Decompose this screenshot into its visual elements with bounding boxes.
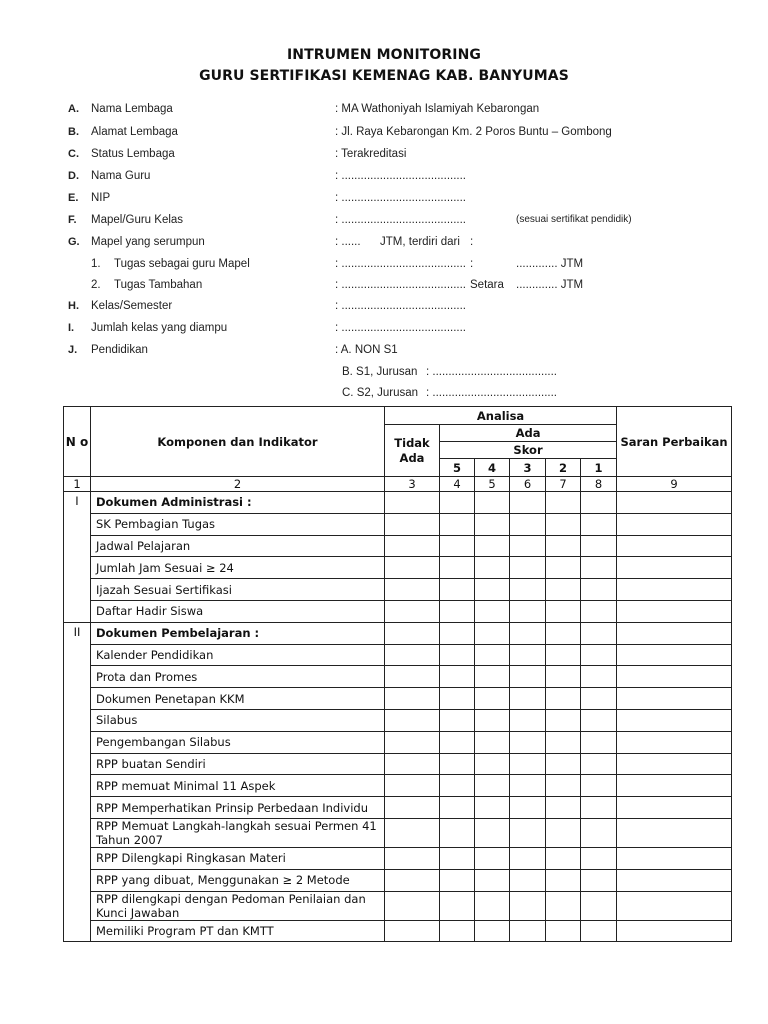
form-row-mapel: F. Mapel/Guru Kelas : ....................................... (sesuai sertifikat pendidik) [68, 214, 632, 226]
header-komponen: Komponen dan Indikator [91, 407, 385, 477]
saran-cell[interactable] [617, 869, 732, 891]
score-cell[interactable] [475, 869, 510, 891]
score-cell[interactable] [510, 797, 546, 819]
score-cell[interactable] [385, 579, 440, 601]
score-cell[interactable] [385, 644, 440, 666]
indicator-row [64, 920, 732, 942]
field-label: Status Lembaga [91, 148, 175, 160]
score-cell[interactable] [581, 891, 617, 920]
score-cell[interactable] [475, 847, 510, 869]
score-cell[interactable] [475, 731, 510, 753]
indicator-label: Pengembangan Silabus [91, 731, 385, 753]
score-cell[interactable] [440, 557, 475, 579]
score-cell[interactable] [475, 709, 510, 731]
saran-cell[interactable] [617, 535, 732, 557]
section-heading-row [64, 492, 732, 514]
indicator-row [64, 557, 732, 579]
header-ada: Ada [440, 425, 617, 442]
section-number: I [64, 492, 91, 623]
score-header-5: 5 [440, 459, 475, 477]
score-cell[interactable] [385, 753, 440, 775]
score-cell[interactable] [581, 869, 617, 891]
indicator-row [64, 891, 732, 920]
jtm-value: ............. JTM [516, 279, 584, 291]
form-row-nip: E. NIP : ....................................... [68, 192, 466, 204]
score-header-4: 4 [475, 459, 510, 477]
score-cell[interactable] [440, 644, 475, 666]
score-header-3: 3 [510, 459, 546, 477]
indicator-row [64, 579, 732, 601]
field-label: Mapel/Guru Kelas [91, 214, 184, 226]
form-row-nama-guru: D. Nama Guru : ....................................... [68, 170, 466, 182]
field-label: Jumlah kelas yang diampu [91, 322, 228, 334]
score-cell[interactable] [385, 731, 440, 753]
score-cell[interactable] [581, 644, 617, 666]
score-cell[interactable] [510, 557, 546, 579]
indicator-row [64, 600, 732, 622]
score-cell[interactable] [546, 731, 581, 753]
indicator-label: RPP Dilengkapi Ringkasan Materi [91, 847, 385, 869]
header-analisa: Analisa [385, 407, 617, 425]
score-cell[interactable] [440, 709, 475, 731]
indicator-row [64, 709, 732, 731]
score-cell[interactable] [510, 688, 546, 710]
score-cell[interactable] [581, 688, 617, 710]
indicator-row [64, 775, 732, 797]
score-cell[interactable] [546, 818, 581, 847]
score-cell[interactable] [546, 666, 581, 688]
score-cell[interactable] [475, 513, 510, 535]
score-cell[interactable] [510, 666, 546, 688]
score-cell[interactable] [475, 775, 510, 797]
score-cell[interactable] [475, 622, 510, 644]
field-value: : Terakreditasi [335, 148, 407, 160]
score-cell[interactable] [440, 891, 475, 920]
score-cell[interactable] [385, 869, 440, 891]
score-cell[interactable] [475, 600, 510, 622]
score-cell[interactable] [581, 600, 617, 622]
field-label: Pendidikan [91, 344, 148, 356]
form-row-pendidikan-s2: C. S2, Jurusan : ....................................... [342, 387, 557, 399]
score-cell[interactable] [440, 753, 475, 775]
score-cell[interactable] [385, 513, 440, 535]
score-cell[interactable] [510, 731, 546, 753]
indicator-label: Silabus [91, 709, 385, 731]
score-cell[interactable] [475, 688, 510, 710]
field-label: Nama Lembaga [91, 103, 173, 115]
score-cell[interactable] [475, 579, 510, 601]
score-cell[interactable] [440, 622, 475, 644]
score-cell[interactable] [510, 513, 546, 535]
form-row-status-lembaga: C. Status Lembaga : Terakreditasi [68, 148, 407, 160]
score-cell[interactable] [475, 818, 510, 847]
saran-cell[interactable] [617, 847, 732, 869]
saran-cell[interactable] [617, 731, 732, 753]
score-cell[interactable] [510, 579, 546, 601]
score-cell[interactable] [546, 622, 581, 644]
form-row-pendidikan: J. Pendidikan : A. NON S1 [68, 344, 398, 356]
score-cell[interactable] [440, 600, 475, 622]
score-cell[interactable] [475, 920, 510, 942]
score-cell[interactable] [385, 622, 440, 644]
score-cell[interactable] [581, 753, 617, 775]
field-label: Tugas sebagai guru Mapel [114, 258, 250, 270]
saran-cell[interactable] [617, 818, 732, 847]
indicator-row [64, 513, 732, 535]
score-cell[interactable] [546, 869, 581, 891]
jtm-label: JTM, terdiri dari [380, 236, 460, 248]
field-value: : ....................................... [335, 279, 466, 291]
score-cell[interactable] [385, 891, 440, 920]
setara-label: Setara [470, 279, 504, 291]
saran-cell[interactable] [617, 775, 732, 797]
score-cell[interactable] [546, 644, 581, 666]
score-cell[interactable] [546, 492, 581, 514]
score-cell[interactable] [581, 797, 617, 819]
field-label: Nama Guru [91, 170, 151, 182]
score-cell[interactable] [581, 513, 617, 535]
score-cell[interactable] [510, 492, 546, 514]
score-cell[interactable] [546, 797, 581, 819]
score-cell[interactable] [546, 513, 581, 535]
score-cell[interactable] [475, 891, 510, 920]
score-cell[interactable] [581, 622, 617, 644]
score-cell[interactable] [440, 869, 475, 891]
score-cell[interactable] [510, 920, 546, 942]
saran-cell[interactable] [617, 557, 732, 579]
saran-cell[interactable] [617, 709, 732, 731]
score-cell[interactable] [385, 535, 440, 557]
indicator-label: RPP Memperhatikan Prinsip Perbedaan Individu [91, 797, 385, 819]
saran-cell[interactable] [617, 753, 732, 775]
header-saran: Saran Perbaikan [617, 407, 732, 477]
field-value: : ....................................... [335, 322, 466, 334]
score-cell[interactable] [385, 818, 440, 847]
score-cell[interactable] [546, 688, 581, 710]
score-cell[interactable] [440, 797, 475, 819]
field-value: : ....................................... [335, 300, 466, 312]
score-cell[interactable] [546, 709, 581, 731]
indicator-row [64, 797, 732, 819]
indicator-label: SK Pembagian Tugas [91, 513, 385, 535]
field-value: : ....................................... [426, 387, 557, 399]
score-cell[interactable] [581, 847, 617, 869]
score-cell[interactable] [440, 513, 475, 535]
score-cell[interactable] [510, 891, 546, 920]
score-cell[interactable] [546, 557, 581, 579]
score-cell[interactable] [581, 492, 617, 514]
form-row-nama-lembaga: A. Nama Lembaga : MA Wathoniyah Islamiyah Kebarongan [68, 103, 540, 115]
field-label: Tugas Tambahan [114, 279, 203, 291]
score-cell[interactable] [475, 666, 510, 688]
score-cell[interactable] [617, 622, 732, 644]
score-cell[interactable] [581, 709, 617, 731]
indicator-row [64, 818, 732, 847]
score-cell[interactable] [475, 535, 510, 557]
score-cell[interactable] [581, 557, 617, 579]
monitoring-table [63, 406, 732, 942]
score-cell[interactable] [581, 535, 617, 557]
score-cell[interactable] [510, 600, 546, 622]
score-cell[interactable] [546, 753, 581, 775]
indicator-label: Jadwal Pelajaran [91, 535, 385, 557]
score-cell[interactable] [581, 666, 617, 688]
score-cell[interactable] [475, 644, 510, 666]
score-cell[interactable] [546, 600, 581, 622]
score-cell[interactable] [440, 775, 475, 797]
indicator-row [64, 753, 732, 775]
saran-cell[interactable] [617, 891, 732, 920]
score-cell[interactable] [546, 579, 581, 601]
score-cell[interactable] [510, 753, 546, 775]
score-cell[interactable] [617, 492, 732, 514]
indicator-label: Dokumen Penetapan KKM [91, 688, 385, 710]
score-cell[interactable] [581, 818, 617, 847]
indicator-label: RPP memuat Minimal 11 Aspek [91, 775, 385, 797]
field-value: : MA Wathoniyah Islamiyah Kebarongan [335, 103, 540, 115]
score-cell[interactable] [475, 557, 510, 579]
field-label: NIP [91, 192, 111, 204]
header-no: N o [64, 407, 91, 477]
score-cell[interactable] [581, 579, 617, 601]
saran-cell[interactable] [617, 797, 732, 819]
saran-cell[interactable] [617, 600, 732, 622]
score-cell[interactable] [385, 688, 440, 710]
indicator-row [64, 688, 732, 710]
indicator-rows [64, 492, 732, 942]
score-cell[interactable] [581, 731, 617, 753]
saran-cell[interactable] [617, 513, 732, 535]
score-cell[interactable] [385, 557, 440, 579]
score-cell[interactable] [546, 891, 581, 920]
score-cell[interactable] [440, 847, 475, 869]
score-cell[interactable] [385, 666, 440, 688]
indicator-label: RPP yang dibuat, Menggunakan ≥ 2 Metode [91, 869, 385, 891]
score-cell[interactable] [475, 753, 510, 775]
field-value: : ....................................... [426, 366, 557, 378]
score-cell[interactable] [440, 492, 475, 514]
document-title-line1: INTRUMEN MONITORING [286, 47, 482, 63]
score-cell[interactable] [440, 535, 475, 557]
indicator-row [64, 869, 732, 891]
score-cell[interactable] [510, 818, 546, 847]
saran-cell[interactable] [617, 579, 732, 601]
score-cell[interactable] [385, 920, 440, 942]
field-value: : ....................................... [335, 192, 466, 204]
section-heading-row [64, 622, 732, 644]
score-cell[interactable] [475, 492, 510, 514]
saran-cell[interactable] [617, 644, 732, 666]
form-row-mapel-serumpun: G. Mapel yang serumpun : ...... JTM, terdiri dari : [68, 236, 474, 248]
document-title-line2: GURU SERTIFIKASI KEMENAG KAB. BANYUMAS [199, 68, 569, 84]
indicator-label: Prota dan Promes [91, 666, 385, 688]
indicator-label: Memiliki Program PT dan KMTT [91, 920, 385, 942]
indicator-label: Ijazah Sesuai Sertifikasi [91, 579, 385, 601]
header-skor: Skor [440, 442, 617, 459]
score-cell[interactable] [510, 622, 546, 644]
score-cell[interactable] [510, 847, 546, 869]
field-label: Mapel yang serumpun [91, 236, 205, 248]
score-cell[interactable] [440, 731, 475, 753]
indicator-row [64, 731, 732, 753]
section-heading: Dokumen Administrasi : [91, 492, 385, 514]
field-value: : A. NON S1 [335, 344, 398, 356]
section-number: II [64, 622, 91, 942]
score-cell[interactable] [385, 492, 440, 514]
form-row-jumlah-kelas: I. Jumlah kelas yang diampu : ....................................... [68, 322, 466, 334]
form-row-pendidikan-s1: B. S1, Jurusan : ....................................... [342, 366, 557, 378]
field-value: : ....................................... [335, 214, 466, 226]
form-row-alamat-lembaga: B. Alamat Lembaga : Jl. Raya Kebarongan Km. 2 Poros Buntu – Gombong [68, 126, 612, 138]
indicator-label: RPP buatan Sendiri [91, 753, 385, 775]
score-cell[interactable] [546, 920, 581, 942]
score-cell[interactable] [510, 644, 546, 666]
indicator-label: Kalender Pendidikan [91, 644, 385, 666]
score-cell[interactable] [510, 775, 546, 797]
indicator-label: Daftar Hadir Siswa [91, 600, 385, 622]
field-label: Kelas/Semester [91, 300, 173, 312]
saran-cell[interactable] [617, 666, 732, 688]
score-cell[interactable] [581, 920, 617, 942]
score-cell[interactable] [440, 920, 475, 942]
score-header-1: 1 [581, 459, 617, 477]
saran-cell[interactable] [617, 688, 732, 710]
score-cell[interactable] [546, 535, 581, 557]
indicator-label: RPP dilengkapi dengan Pedoman Penilaian dan Kunci Jawaban [91, 891, 385, 920]
indicator-row [64, 666, 732, 688]
score-cell[interactable] [510, 869, 546, 891]
form-row-tugas-tambahan: 2. Tugas Tambahan : ....................................... Setara ............. JTM [91, 279, 584, 291]
score-cell[interactable] [440, 818, 475, 847]
score-cell[interactable] [581, 775, 617, 797]
field-note: (sesuai sertifikat pendidik) [516, 214, 632, 225]
field-value: : ....................................... [335, 258, 466, 270]
score-cell[interactable] [440, 666, 475, 688]
score-cell[interactable] [385, 797, 440, 819]
column-index-row: 1 2 3 4 5 6 7 8 9 [64, 477, 732, 492]
score-cell[interactable] [385, 600, 440, 622]
saran-cell[interactable] [617, 920, 732, 942]
indicator-label: RPP Memuat Langkah-langkah sesuai Permen 41 Tahun 2007 [91, 818, 385, 847]
score-cell[interactable] [440, 688, 475, 710]
score-cell[interactable] [385, 709, 440, 731]
form-row-tugas-mapel: 1. Tugas sebagai guru Mapel : ....................................... : ............. JTM [91, 258, 584, 270]
indicator-row [64, 535, 732, 557]
field-label: Alamat Lembaga [91, 126, 178, 138]
indicator-row [64, 644, 732, 666]
indicator-row [64, 847, 732, 869]
score-cell[interactable] [385, 847, 440, 869]
field-value: : Jl. Raya Kebarongan Km. 2 Poros Buntu – Gombong [335, 126, 612, 138]
header-tidak-ada: Tidak Ada [385, 425, 440, 477]
indicator-label: Jumlah Jam Sesuai ≥ 24 [91, 557, 385, 579]
score-cell[interactable] [546, 847, 581, 869]
score-cell[interactable] [475, 797, 510, 819]
jtm-value: ............. JTM [516, 258, 584, 270]
score-cell[interactable] [440, 579, 475, 601]
field-value: : ...... [335, 236, 361, 248]
field-value: : ....................................... [335, 170, 466, 182]
section-heading: Dokumen Pembelajaran : [91, 622, 385, 644]
score-cell[interactable] [546, 775, 581, 797]
score-cell[interactable] [510, 709, 546, 731]
form-row-kelas-semester: H. Kelas/Semester : ....................................... [68, 300, 466, 312]
score-header-2: 2 [546, 459, 581, 477]
score-cell[interactable] [385, 775, 440, 797]
score-cell[interactable] [510, 535, 546, 557]
